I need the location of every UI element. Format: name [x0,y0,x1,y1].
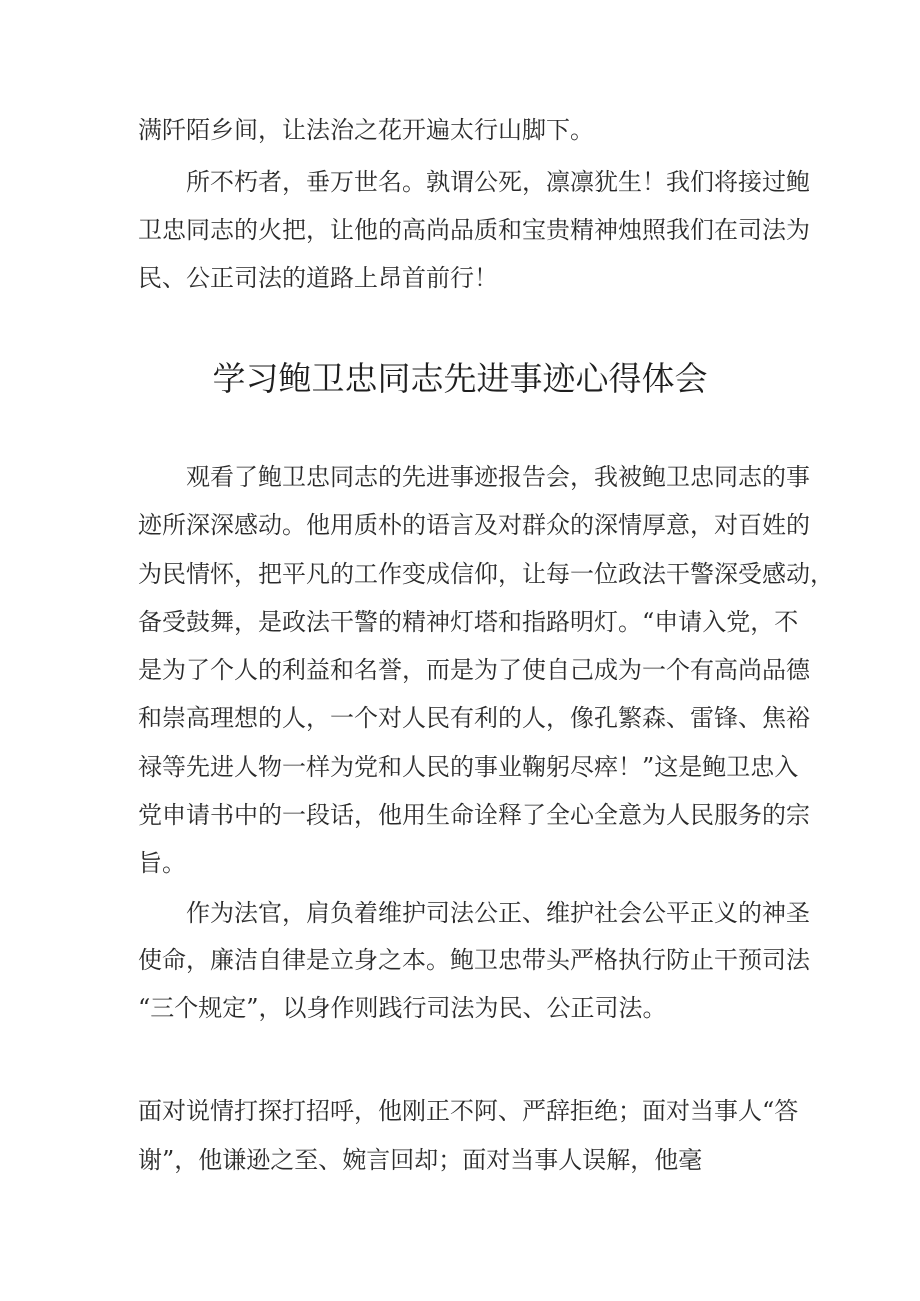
text-line: 为民情怀，把平凡的工作变成信仰，让每一位政法干警深受感动， [138,560,834,588]
text-line: 面对说情打探打招呼，他刚正不阿、严辞拒绝；面对当事人“答 [138,1097,799,1125]
document-title: 学习鲍卫忠同志先进事迹心得体会 [212,359,708,398]
text-line: 观看了鲍卫忠同志的先进事迹报告会，我被鲍卫忠同志的事 [138,463,810,491]
text-line: 作为法官，肩负着维护司法公正、维护社会公平正义的神圣 [138,899,810,927]
text-line: 卫忠同志的火把，让他的高尚品质和宝贵精神烛照我们在司法为 [138,216,810,244]
text-line: 备受鼓舞，是政法干警的精神灯塔和指路明灯。“申请入党，不 [138,608,799,636]
text-line: 满阡陌乡间，让法治之花开遍太行山脚下。 [138,116,594,144]
text-line: 迹所深深感动。他用质朴的语言及对群众的深情厚意，对百姓的 [138,511,810,539]
text-line: 所不朽者，垂万世名。孰谓公死，凛凛犹生！我们将接过鲍 [138,168,810,196]
text-line: 和崇高理想的人，一个对人民有利的人，像孔繁森、雷锋、焦裕 [138,704,810,732]
text-line: 是为了个人的利益和名誉，而是为了使自己成为一个有高尚品德 [138,656,810,684]
text-line: 禄等先进人物一样为党和人民的事业鞠躬尽瘁！”这是鲍卫忠入 [138,753,799,781]
text-line: 党申请书中的一段话，他用生命诠释了全心全意为人民服务的宗 [138,801,810,829]
text-line: 旨。 [138,849,186,877]
text-line: 民、公正司法的道路上昂首前行！ [138,264,498,292]
text-line: 谢”，他谦逊之至、婉言回却；面对当事人误解，他毫 [138,1146,703,1174]
text-line: 使命，廉洁自律是立身之本。鲍卫忠带头严格执行防止干预司法 [138,946,810,974]
text-line: “三个规定”，以身作则践行司法为民、公正司法。 [138,994,667,1022]
